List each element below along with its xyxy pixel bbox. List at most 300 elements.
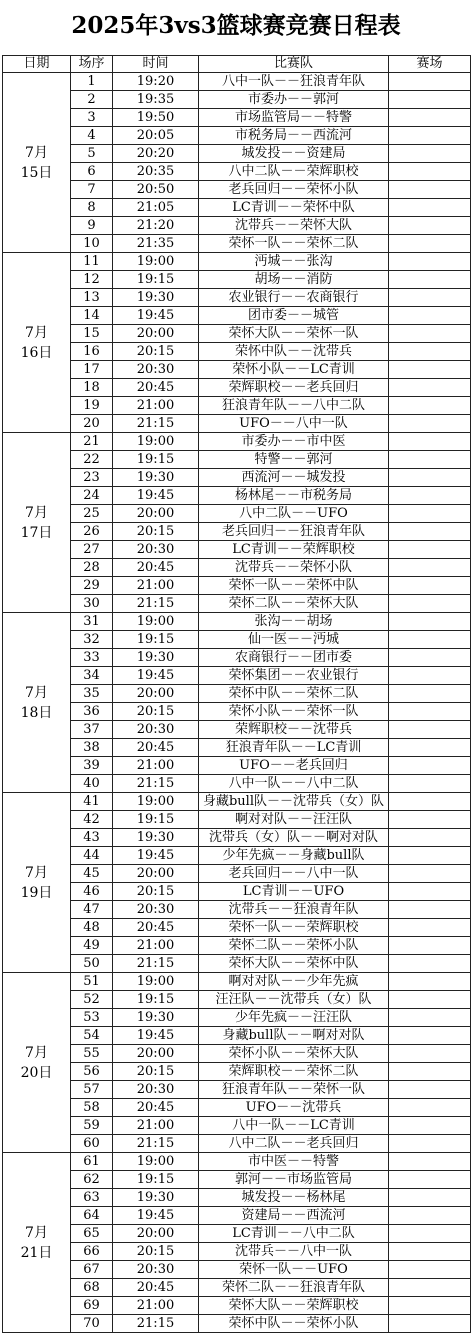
game-number: 60: [71, 1135, 113, 1153]
game-time: 20:15: [113, 703, 199, 721]
game-number: 51: [71, 973, 113, 991]
match-teams: 荣怀中队－－荣怀小队: [199, 1315, 389, 1333]
table-row: [3, 235, 471, 253]
date-cell: [3, 613, 71, 793]
table-row: [3, 559, 471, 577]
table-row: [3, 883, 471, 901]
venue-cell: [389, 919, 471, 937]
table-row: [3, 685, 471, 703]
table-row: [3, 469, 471, 487]
table-row: [3, 721, 471, 739]
game-number: 29: [71, 577, 113, 595]
game-time: 19:00: [113, 793, 199, 811]
game-time: 19:45: [113, 1027, 199, 1045]
date-day: 17日: [20, 524, 53, 541]
table-row: [3, 991, 471, 1009]
date-month: 7月: [25, 144, 48, 161]
venue-cell: [389, 415, 471, 433]
game-time: 19:30: [113, 1009, 199, 1027]
game-number: 59: [71, 1117, 113, 1135]
table-row: [3, 1297, 471, 1315]
game-number: 57: [71, 1081, 113, 1099]
venue-cell: [389, 505, 471, 523]
venue-cell: [389, 487, 471, 505]
table-row: [3, 739, 471, 757]
match-teams: 汪汪队－－沈带兵（女）队: [199, 991, 389, 1009]
game-number: 38: [71, 739, 113, 757]
table-row: [3, 757, 471, 775]
game-time: 20:30: [113, 541, 199, 559]
venue-cell: [389, 973, 471, 991]
game-time: 19:00: [113, 1153, 199, 1171]
header-row: [3, 56, 471, 73]
venue-cell: [389, 127, 471, 145]
venue-cell: [389, 1297, 471, 1315]
game-number: 3: [71, 109, 113, 127]
venue-cell: [389, 685, 471, 703]
table-row: [3, 955, 471, 973]
match-teams: 荣辉职校－－荣怀二队: [199, 1063, 389, 1081]
table-row: [3, 613, 471, 631]
game-number: 33: [71, 649, 113, 667]
schedule-body: [3, 73, 471, 1333]
game-number: 47: [71, 901, 113, 919]
game-time: 19:30: [113, 649, 199, 667]
venue-cell: [389, 1099, 471, 1117]
match-teams: 身藏bull队－－沈带兵（女）队: [199, 793, 389, 811]
venue-cell: [389, 199, 471, 217]
game-number: 30: [71, 595, 113, 613]
match-teams: 荣辉职校－－老兵回归: [199, 379, 389, 397]
table-row: [3, 811, 471, 829]
game-time: 20:45: [113, 739, 199, 757]
page-title: 2025年3vs3篮球赛竞赛日程表: [71, 12, 401, 39]
game-time: 19:00: [113, 433, 199, 451]
game-time: 20:00: [113, 325, 199, 343]
venue-cell: [389, 451, 471, 469]
table-row: [3, 361, 471, 379]
venue-cell: [389, 163, 471, 181]
game-number: 44: [71, 847, 113, 865]
game-time: 19:45: [113, 1207, 199, 1225]
table-row: [3, 1045, 471, 1063]
venue-cell: [389, 289, 471, 307]
game-number: 52: [71, 991, 113, 1009]
table-row: [3, 1315, 471, 1333]
game-time: 20:30: [113, 721, 199, 739]
venue-cell: [389, 1261, 471, 1279]
game-number: 62: [71, 1171, 113, 1189]
game-time: 20:15: [113, 523, 199, 541]
date-day: 21日: [20, 1244, 53, 1261]
match-teams: 沔城－－张沟: [199, 253, 389, 271]
header-venue: 赛场: [389, 56, 471, 73]
game-number: 39: [71, 757, 113, 775]
game-time: 20:15: [113, 883, 199, 901]
venue-cell: [389, 1081, 471, 1099]
match-teams: 荣怀一队－－荣怀二队: [199, 235, 389, 253]
match-teams: 荣怀一队－－荣辉职校: [199, 919, 389, 937]
game-time: 19:45: [113, 487, 199, 505]
table-row: [3, 307, 471, 325]
game-time: 21:00: [113, 757, 199, 775]
table-row: [3, 1117, 471, 1135]
table-row: [3, 199, 471, 217]
venue-cell: [389, 613, 471, 631]
venue-cell: [389, 829, 471, 847]
table-row: [3, 271, 471, 289]
match-teams: 荣怀大队－－荣辉职校: [199, 1297, 389, 1315]
match-teams: 八中二队－－荣辉职校: [199, 163, 389, 181]
game-time: 21:00: [113, 1117, 199, 1135]
game-time: 19:15: [113, 271, 199, 289]
game-number: 42: [71, 811, 113, 829]
match-teams: 老兵回归－－荣怀小队: [199, 181, 389, 199]
game-number: 32: [71, 631, 113, 649]
game-number: 20: [71, 415, 113, 433]
match-teams: 城发投－－资建局: [199, 145, 389, 163]
game-number: 16: [71, 343, 113, 361]
date-month: 7月: [25, 324, 48, 341]
table-row: [3, 1171, 471, 1189]
game-time: 20:00: [113, 865, 199, 883]
game-number: 27: [71, 541, 113, 559]
date-cell: [3, 973, 71, 1153]
venue-cell: [389, 793, 471, 811]
game-time: 19:45: [113, 667, 199, 685]
date-month: 7月: [25, 1044, 48, 1061]
table-row: [3, 1009, 471, 1027]
date-cell: [3, 253, 71, 433]
venue-cell: [389, 1207, 471, 1225]
game-number: 24: [71, 487, 113, 505]
match-teams: 仙一医－－沔城: [199, 631, 389, 649]
game-number: 2: [71, 91, 113, 109]
venue-cell: [389, 235, 471, 253]
match-teams: 荣怀二队－－荣怀小队: [199, 937, 389, 955]
game-number: 45: [71, 865, 113, 883]
match-teams: 荣怀小队－－荣怀大队: [199, 1045, 389, 1063]
venue-cell: [389, 1045, 471, 1063]
match-teams: 张沟－－胡场: [199, 613, 389, 631]
game-number: 19: [71, 397, 113, 415]
venue-cell: [389, 91, 471, 109]
game-number: 17: [71, 361, 113, 379]
venue-cell: [389, 343, 471, 361]
game-time: 21:15: [113, 955, 199, 973]
game-number: 13: [71, 289, 113, 307]
table-row: [3, 145, 471, 163]
venue-cell: [389, 1243, 471, 1261]
venue-cell: [389, 559, 471, 577]
game-number: 63: [71, 1189, 113, 1207]
header-time: 时间: [113, 56, 199, 73]
match-teams: 市委办－－郭河: [199, 91, 389, 109]
game-time: 20:45: [113, 919, 199, 937]
table-row: [3, 829, 471, 847]
date-day: 19日: [20, 884, 53, 901]
game-number: 65: [71, 1225, 113, 1243]
date-day: 18日: [20, 704, 53, 721]
venue-cell: [389, 109, 471, 127]
game-number: 25: [71, 505, 113, 523]
table-row: [3, 289, 471, 307]
match-teams: UFO－－沈带兵: [199, 1099, 389, 1117]
game-time: 19:45: [113, 307, 199, 325]
game-time: 20:00: [113, 1045, 199, 1063]
game-number: 66: [71, 1243, 113, 1261]
game-time: 21:15: [113, 415, 199, 433]
match-teams: 农业银行－－农商银行: [199, 289, 389, 307]
match-teams: 荣怀小队－－荣怀一队: [199, 703, 389, 721]
game-number: 21: [71, 433, 113, 451]
game-time: 21:00: [113, 937, 199, 955]
match-teams: LC青训－－荣怀中队: [199, 199, 389, 217]
date-cell: [3, 793, 71, 973]
venue-cell: [389, 883, 471, 901]
game-number: 50: [71, 955, 113, 973]
game-time: 21:00: [113, 1297, 199, 1315]
match-teams: LC青训－－UFO: [199, 883, 389, 901]
game-number: 8: [71, 199, 113, 217]
game-time: 20:00: [113, 1225, 199, 1243]
table-row: [3, 1081, 471, 1099]
game-number: 64: [71, 1207, 113, 1225]
table-row: [3, 703, 471, 721]
match-teams: 啊对对队－－少年先疯: [199, 973, 389, 991]
match-teams: UFO－－老兵回归: [199, 757, 389, 775]
game-time: 20:35: [113, 163, 199, 181]
venue-cell: [389, 325, 471, 343]
game-number: 55: [71, 1045, 113, 1063]
game-time: 19:15: [113, 811, 199, 829]
venue-cell: [389, 631, 471, 649]
date-month: 7月: [25, 684, 48, 701]
match-teams: 荣怀一队－－荣怀中队: [199, 577, 389, 595]
table-row: [3, 181, 471, 199]
game-number: 9: [71, 217, 113, 235]
game-time: 21:05: [113, 199, 199, 217]
venue-cell: [389, 721, 471, 739]
game-time: 21:20: [113, 217, 199, 235]
game-time: 21:35: [113, 235, 199, 253]
table-row: [3, 775, 471, 793]
header-match: 比赛队: [199, 56, 389, 73]
venue-cell: [389, 667, 471, 685]
game-number: 7: [71, 181, 113, 199]
match-teams: 荣怀一队－－UFO: [199, 1261, 389, 1279]
game-number: 35: [71, 685, 113, 703]
game-number: 12: [71, 271, 113, 289]
game-time: 19:15: [113, 1171, 199, 1189]
venue-cell: [389, 253, 471, 271]
venue-cell: [389, 1153, 471, 1171]
game-number: 14: [71, 307, 113, 325]
game-time: 20:15: [113, 1063, 199, 1081]
match-teams: 啊对对队－－汪汪队: [199, 811, 389, 829]
table-row: [3, 523, 471, 541]
table-row: [3, 865, 471, 883]
match-teams: 狂浪青年队－－LC青训: [199, 739, 389, 757]
match-teams: 西流河－－城发投: [199, 469, 389, 487]
table-row: [3, 433, 471, 451]
game-number: 10: [71, 235, 113, 253]
table-row: [3, 91, 471, 109]
match-teams: 荣辉职校－－沈带兵: [199, 721, 389, 739]
venue-cell: [389, 595, 471, 613]
table-row: [3, 667, 471, 685]
game-number: 67: [71, 1261, 113, 1279]
match-teams: 八中二队－－UFO: [199, 505, 389, 523]
venue-cell: [389, 649, 471, 667]
venue-cell: [389, 865, 471, 883]
venue-cell: [389, 577, 471, 595]
table-row: [3, 1243, 471, 1261]
match-teams: 沈带兵－－狂浪青年队: [199, 901, 389, 919]
match-teams: 八中一队－－LC青训: [199, 1117, 389, 1135]
game-time: 21:00: [113, 397, 199, 415]
match-teams: 城发投－－杨林尾: [199, 1189, 389, 1207]
game-time: 19:45: [113, 847, 199, 865]
match-teams: 郭河－－市场监管局: [199, 1171, 389, 1189]
match-teams: 资建局－－西流河: [199, 1207, 389, 1225]
venue-cell: [389, 1117, 471, 1135]
table-row: [3, 793, 471, 811]
game-time: 19:00: [113, 613, 199, 631]
venue-cell: [389, 1027, 471, 1045]
venue-cell: [389, 433, 471, 451]
match-teams: 荣怀中队－－沈带兵: [199, 343, 389, 361]
venue-cell: [389, 541, 471, 559]
game-time: 19:35: [113, 91, 199, 109]
venue-cell: [389, 1279, 471, 1297]
game-number: 70: [71, 1315, 113, 1333]
table-row: [3, 901, 471, 919]
game-time: 21:15: [113, 1135, 199, 1153]
venue-cell: [389, 901, 471, 919]
game-time: 19:50: [113, 109, 199, 127]
game-number: 49: [71, 937, 113, 955]
match-teams: 狂浪青年队－－荣怀一队: [199, 1081, 389, 1099]
table-row: [3, 919, 471, 937]
game-number: 36: [71, 703, 113, 721]
venue-cell: [389, 379, 471, 397]
game-number: 22: [71, 451, 113, 469]
game-number: 11: [71, 253, 113, 271]
match-teams: 八中一队－－狂浪青年队: [199, 73, 389, 91]
table-row: [3, 343, 471, 361]
venue-cell: [389, 1135, 471, 1153]
table-row: [3, 487, 471, 505]
game-time: 19:15: [113, 991, 199, 1009]
table-row: [3, 1207, 471, 1225]
game-number: 46: [71, 883, 113, 901]
match-teams: 农商银行－－团市委: [199, 649, 389, 667]
table-row: [3, 109, 471, 127]
table-row: [3, 451, 471, 469]
game-time: 21:15: [113, 1315, 199, 1333]
game-number: 43: [71, 829, 113, 847]
game-time: 20:45: [113, 559, 199, 577]
game-time: 21:15: [113, 595, 199, 613]
table-row: [3, 1063, 471, 1081]
match-teams: 八中一队－－八中二队: [199, 775, 389, 793]
venue-cell: [389, 1009, 471, 1027]
game-time: 20:00: [113, 505, 199, 523]
game-time: 20:45: [113, 379, 199, 397]
date-day: 20日: [20, 1064, 53, 1081]
match-teams: 少年先疯－－身藏bull队: [199, 847, 389, 865]
game-time: 19:00: [113, 973, 199, 991]
match-teams: 特警－－郭河: [199, 451, 389, 469]
match-teams: 沈带兵－－荣怀小队: [199, 559, 389, 577]
schedule-table: [2, 55, 471, 1333]
match-teams: 荣怀二队－－狂浪青年队: [199, 1279, 389, 1297]
table-row: [3, 415, 471, 433]
match-teams: 沈带兵－－八中一队: [199, 1243, 389, 1261]
venue-cell: [389, 469, 471, 487]
table-row: [3, 253, 471, 271]
match-teams: 杨林尾－－市税务局: [199, 487, 389, 505]
table-row: [3, 649, 471, 667]
match-teams: 荣怀集团－－农业银行: [199, 667, 389, 685]
game-number: 15: [71, 325, 113, 343]
venue-cell: [389, 1225, 471, 1243]
venue-cell: [389, 523, 471, 541]
match-teams: 市场监管局－－特警: [199, 109, 389, 127]
table-row: [3, 325, 471, 343]
table-row: [3, 1135, 471, 1153]
game-time: 20:15: [113, 343, 199, 361]
match-teams: UFO－－八中一队: [199, 415, 389, 433]
game-time: 21:00: [113, 577, 199, 595]
venue-cell: [389, 703, 471, 721]
game-number: 54: [71, 1027, 113, 1045]
game-number: 40: [71, 775, 113, 793]
game-number: 48: [71, 919, 113, 937]
table-row: [3, 1153, 471, 1171]
date-day: 16日: [20, 344, 53, 361]
table-row: [3, 217, 471, 235]
match-teams: 胡场－－消防: [199, 271, 389, 289]
match-teams: LC青训－－荣辉职校: [199, 541, 389, 559]
game-time: 19:20: [113, 73, 199, 91]
table-row: [3, 127, 471, 145]
match-teams: 荣怀大队－－荣怀中队: [199, 955, 389, 973]
venue-cell: [389, 847, 471, 865]
match-teams: 八中二队－－老兵回归: [199, 1135, 389, 1153]
game-time: 21:15: [113, 775, 199, 793]
game-number: 5: [71, 145, 113, 163]
table-row: [3, 163, 471, 181]
game-number: 68: [71, 1279, 113, 1297]
match-teams: 荣怀中队－－荣怀二队: [199, 685, 389, 703]
table-row: [3, 1279, 471, 1297]
date-cell: [3, 1153, 71, 1333]
game-time: 19:30: [113, 289, 199, 307]
game-number: 53: [71, 1009, 113, 1027]
venue-cell: [389, 991, 471, 1009]
match-teams: 市委办－－市中医: [199, 433, 389, 451]
date-month: 7月: [25, 864, 48, 881]
game-time: 20:30: [113, 1261, 199, 1279]
venue-cell: [389, 217, 471, 235]
table-row: [3, 1261, 471, 1279]
table-row: [3, 577, 471, 595]
game-number: 41: [71, 793, 113, 811]
table-row: [3, 1099, 471, 1117]
venue-cell: [389, 397, 471, 415]
